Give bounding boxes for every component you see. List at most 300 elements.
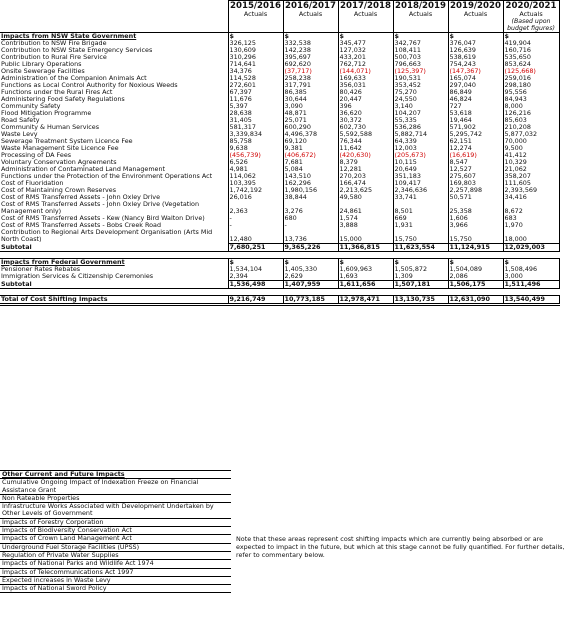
row-value: 10,115 (393, 159, 448, 166)
row-label: Cost of RMS Transferred Assets - Kew (Nancy Bird Walton Drive) (1, 215, 205, 222)
table-row (0, 117, 559, 124)
row-value: 109,417 (393, 180, 448, 187)
row-value: 258,238 (283, 75, 338, 82)
row-value: 103,395 (228, 180, 283, 187)
table-body (0, 1, 559, 305)
blank-cell (228, 18, 283, 33)
spacer-cell (283, 288, 338, 295)
row-value: 15,750 (448, 229, 503, 243)
row-value: 166,474 (338, 180, 393, 187)
table-row (0, 82, 559, 89)
row-value: 3,140 (393, 103, 448, 110)
row-value: 395,697 (283, 54, 338, 61)
row-value: 8,379 (338, 159, 393, 166)
year-heading: 2018/2019 (393, 1, 448, 12)
row-label: Processing of DA Fees (1, 152, 72, 159)
row-value: 602,730 (338, 124, 393, 131)
table-row (0, 68, 559, 75)
row-value: 36,620 (338, 110, 393, 117)
row-value: 28,638 (228, 110, 283, 117)
row-value: 12,480 (228, 229, 283, 243)
federal-title-row (0, 258, 559, 266)
row-value: 165,074 (448, 75, 503, 82)
table-row (0, 201, 559, 215)
row-value: 38,844 (283, 194, 338, 201)
row-value: 3,966 (448, 222, 503, 229)
table-row (0, 103, 559, 110)
row-value: 21,062 (503, 166, 559, 173)
row-value: 75,270 (393, 89, 448, 96)
row-label: Cost of Fluoridation (1, 180, 64, 187)
row-value: (456,739) (228, 152, 283, 159)
row-value: 714,641 (228, 61, 283, 68)
column-subheading: Actuals (338, 11, 393, 18)
row-value: 19,464 (448, 117, 503, 124)
column-subheading: Actuals (283, 11, 338, 18)
row-value: (205,673) (393, 152, 448, 159)
blank-cell (448, 18, 503, 33)
row-value: 162,296 (283, 180, 338, 187)
spacer-row (0, 251, 559, 258)
row-value: 33,741 (393, 194, 448, 201)
row-value: 69,120 (283, 138, 338, 145)
row-value: 169,803 (448, 180, 503, 187)
other-impact-item: Regulation of Private Water Supplies (0, 552, 231, 560)
other-impact-item: Infrastructure Works Associated with Development Undertaken by Other Levels of Government (0, 503, 231, 519)
row-value: 419,904 (503, 40, 559, 47)
row-value: 2,213,625 (338, 187, 393, 194)
row-value: 600,290 (283, 124, 338, 131)
row-value: 3,090 (283, 103, 338, 110)
table-row (0, 180, 559, 187)
row-value: 1,931 (393, 222, 448, 229)
table-row (0, 138, 559, 145)
row-value: 298,180 (503, 82, 559, 89)
year-heading: 2019/2020 (448, 1, 503, 12)
row-value: 5,877,032 (503, 131, 559, 138)
row-value: 86,849 (448, 89, 503, 96)
spacer-cell (0, 251, 228, 258)
row-value: 1,574 (338, 215, 393, 222)
row-value: 114,528 (228, 75, 283, 82)
subtotal-label: Subtotal (0, 280, 228, 288)
row-label: Administering Food Safety Regulations (1, 96, 125, 103)
budget-note: (Based upon budget figures) (503, 18, 559, 33)
row-label: Cost of RMS Transferred Assets - John Oxley Drive (Vegetation Management only) (1, 201, 200, 215)
row-value: 353,452 (393, 82, 448, 89)
row-value: 30,644 (283, 96, 338, 103)
other-impact-item: Expected increases in Waste Levy (0, 577, 231, 585)
row-value: 41,412 (503, 152, 559, 159)
row-value: 9,500 (503, 145, 559, 152)
column-subheading: Actuals (448, 11, 503, 18)
subtotal-value: 11,124,915 (448, 243, 503, 251)
blank-cell (338, 18, 393, 33)
row-value: 12,281 (338, 166, 393, 173)
row-value: 9,381 (283, 145, 338, 152)
row-value: 259,016 (503, 75, 559, 82)
spacer-cell (393, 251, 448, 258)
subtotal-value: 1,511,496 (503, 280, 559, 288)
row-value: 46,824 (448, 96, 503, 103)
table-row (0, 61, 559, 68)
row-label: Flood Mitigation Programme (1, 110, 92, 117)
table-row (0, 54, 559, 61)
subtotal-value: 1,407,959 (283, 280, 338, 288)
row-value: 24,550 (393, 96, 448, 103)
row-value: (125,668) (503, 68, 559, 75)
row-value: 345,477 (338, 40, 393, 47)
row-value: (125,397) (393, 68, 448, 75)
row-value: (406,672) (283, 152, 338, 159)
table-row (0, 215, 559, 222)
row-value: 24,861 (338, 201, 393, 215)
row-value: 84,943 (503, 96, 559, 103)
row-value: 34,376 (228, 68, 283, 75)
table-row (0, 110, 559, 117)
currency-symbol: $ (283, 258, 338, 266)
spacer-cell (283, 251, 338, 258)
row-value: 2,393,569 (503, 187, 559, 194)
row-value: 853,624 (503, 61, 559, 68)
row-value: 8,000 (503, 103, 559, 110)
row-value: 1,693 (338, 273, 393, 281)
subtotal-value: 9,365,226 (283, 243, 338, 251)
row-value: 210,208 (503, 124, 559, 131)
other-impact-item: Impacts of Biodiversity Conservation Act (0, 527, 231, 535)
table-row (0, 131, 559, 138)
row-label: Pensioner Rates Rebates (1, 265, 81, 273)
spacer-cell (503, 288, 559, 295)
other-impacts-list (0, 470, 231, 593)
year-header-row (0, 1, 559, 12)
row-value: 2,394 (228, 273, 283, 281)
row-value: 2,363 (228, 201, 283, 215)
row-value: 85,603 (503, 117, 559, 124)
row-value: 376,047 (448, 40, 503, 47)
row-value: - (228, 222, 283, 229)
row-label: Administration of Contaminated Land Management (1, 166, 166, 173)
spacer-cell (338, 251, 393, 258)
subtotal-value: 1,611,656 (338, 280, 393, 288)
row-value: 64,339 (393, 138, 448, 145)
other-impact-item: Impacts of Telecommunications Act 1997 (0, 569, 231, 577)
row-value: 1,508,496 (503, 266, 559, 273)
other-impact-item: Impacts of Crown Land Management Act (0, 535, 231, 543)
table-row (0, 266, 559, 273)
row-value: 15,000 (338, 229, 393, 243)
table-row (0, 75, 559, 82)
row-value: 50,571 (448, 194, 503, 201)
row-value: 76,344 (338, 138, 393, 145)
other-impact-item: Underground Fuel Storage Facilities (UPSS) (0, 544, 231, 552)
spacer-cell (448, 288, 503, 295)
row-value: 754,243 (448, 61, 503, 68)
row-value: 535,650 (503, 54, 559, 61)
year-heading: 2017/2018 (338, 1, 393, 12)
row-value: 275,607 (448, 173, 503, 180)
row-value: 310,296 (228, 54, 283, 61)
row-value: 1,609,963 (338, 266, 393, 273)
row-value: 49,580 (338, 194, 393, 201)
other-impacts-items (0, 479, 231, 593)
row-value: 5,592,588 (338, 131, 393, 138)
row-value: 297,040 (448, 82, 503, 89)
table-row (0, 159, 559, 166)
table-row (0, 173, 559, 180)
row-value: 683 (503, 215, 559, 222)
row-value: 1,405,330 (283, 266, 338, 273)
currency-symbol: $ (393, 258, 448, 266)
other-impacts-note: Note that these areas represent cost shifting impacts which are currently being absorbed or are expected to impact in the future, but which at this stage cannot be fully quantified. For further details, refer to commentary below. (236, 535, 565, 559)
row-value: 3,339,834 (228, 131, 283, 138)
cost-shifting-table (0, 0, 560, 306)
note-row (0, 18, 559, 33)
row-value: 1,970 (503, 222, 559, 229)
row-value: 358,207 (503, 173, 559, 180)
row-value: - (283, 222, 338, 229)
row-value: (144,071) (338, 68, 393, 75)
row-value: 5,397 (228, 103, 283, 110)
row-value: 727 (448, 103, 503, 110)
row-value: 3,888 (338, 222, 393, 229)
row-value: 342,767 (393, 40, 448, 47)
total-value: 13,540,499 (503, 295, 559, 304)
spacer-cell (503, 251, 559, 258)
row-value: 12,527 (448, 166, 503, 173)
table-row (0, 152, 559, 159)
table-row (0, 89, 559, 96)
currency-symbol: $ (503, 33, 559, 41)
row-label: Contribution to Regional Arts Development Organisation (Arts Mid North Coast) (1, 229, 213, 243)
subtotal-value: 11,366,815 (338, 243, 393, 251)
row-value: 3,000 (503, 273, 559, 281)
subtotal-value: 1,536,498 (228, 280, 283, 288)
row-value: 31,405 (228, 117, 283, 124)
row-value: 1,742,192 (228, 187, 283, 194)
row-label: Administration of the Companion Animals Act (1, 75, 147, 82)
table-row (0, 229, 559, 243)
row-value: 351,183 (393, 173, 448, 180)
other-impact-item: Cumulative Ongoing Impact of Indexation Freeze on Financial Assistance Grant (0, 479, 231, 495)
other-impact-item: Impacts of National Sword Policy (0, 585, 231, 593)
subtotal-value: 1,506,175 (448, 280, 503, 288)
row-value: 15,750 (393, 229, 448, 243)
row-label: Community Safety (1, 103, 61, 110)
row-label: Immigration Services & Citizenship Ceremonies (1, 272, 154, 280)
total-value: 10,773,185 (283, 295, 338, 304)
row-value: 272,601 (228, 82, 283, 89)
row-value: 130,609 (228, 47, 283, 54)
table-row (0, 273, 559, 281)
row-value: 86,385 (283, 89, 338, 96)
row-label: Functions as Local Control Authority for Noxious Weeds (1, 82, 178, 89)
subtotal-value: 12,029,003 (503, 243, 559, 251)
row-value: 114,062 (228, 173, 283, 180)
spacer-cell (338, 288, 393, 295)
column-subheading: Actuals (228, 11, 283, 18)
row-value: 538,619 (448, 54, 503, 61)
row-value: 12,274 (448, 145, 503, 152)
subtotal-value: 11,623,554 (393, 243, 448, 251)
row-value: 11,642 (338, 145, 393, 152)
row-value: 25,071 (283, 117, 338, 124)
row-label: Contribution to NSW Fire Brigade (1, 40, 107, 47)
row-value: 796,663 (393, 61, 448, 68)
row-value: 34,416 (503, 194, 559, 201)
row-value: 5,084 (283, 166, 338, 173)
subtotal-value: 1,507,181 (393, 280, 448, 288)
row-value: 2,086 (448, 273, 503, 281)
spacer-cell (228, 251, 283, 258)
currency-symbol: $ (448, 33, 503, 41)
currency-symbol: $ (503, 258, 559, 266)
blank-cell (283, 18, 338, 33)
header-spacer (0, 18, 228, 33)
currency-symbol: $ (338, 258, 393, 266)
table-row (0, 40, 559, 47)
federal-subtotal-row (0, 280, 559, 288)
table-row (0, 47, 559, 54)
total-value: 9,216,749 (228, 295, 283, 304)
row-value: 169,633 (338, 75, 393, 82)
row-value: 1,606 (448, 215, 503, 222)
row-value: 11,676 (228, 96, 283, 103)
sub-header-row (0, 11, 559, 18)
row-value: 762,712 (338, 61, 393, 68)
total-value: 13,130,735 (393, 295, 448, 304)
nsw-title-row (0, 33, 559, 41)
other-impacts-title: Other Current and Future Impacts (0, 470, 231, 479)
nsw-section-title: Impacts from NSW State Government (0, 33, 228, 41)
row-value: 332,538 (283, 40, 338, 47)
row-value: 13,736 (283, 229, 338, 243)
row-value: 326,125 (228, 40, 283, 47)
row-value: 1,505,872 (393, 266, 448, 273)
row-value: 67,397 (228, 89, 283, 96)
row-value: 111,605 (503, 180, 559, 187)
spacer-row (0, 288, 559, 295)
row-value: 25,358 (448, 201, 503, 215)
table-row (0, 187, 559, 194)
table-row (0, 145, 559, 152)
row-value: 9,638 (228, 145, 283, 152)
row-label: Voluntary Conservation Agreements (1, 159, 117, 166)
subtotal-label: Subtotal (0, 243, 228, 251)
blank-cell (393, 18, 448, 33)
row-value: 48,871 (283, 110, 338, 117)
row-value: 4,496,378 (283, 131, 338, 138)
spacer-cell (0, 288, 228, 295)
row-value: 1,534,104 (228, 266, 283, 273)
row-value: 126,639 (448, 47, 503, 54)
row-label: Onsite Sewerage Facilities (1, 68, 85, 75)
currency-symbol: $ (448, 258, 503, 266)
row-value: (420,630) (338, 152, 393, 159)
column-subheading: Actuals (503, 11, 559, 18)
row-value: 3,276 (283, 201, 338, 215)
row-value: 433,201 (338, 54, 393, 61)
row-value: 2,629 (283, 273, 338, 281)
row-value: 143,510 (283, 173, 338, 180)
row-value: 12,003 (393, 145, 448, 152)
row-value: 8,501 (393, 201, 448, 215)
row-value: 5,295,742 (448, 131, 503, 138)
row-value: 581,317 (228, 124, 283, 131)
row-value: 62,151 (448, 138, 503, 145)
row-label: Waste Levy (1, 131, 38, 138)
row-value: 160,716 (503, 47, 559, 54)
row-value: 70,000 (503, 138, 559, 145)
row-value: 8,672 (503, 201, 559, 215)
currency-symbol: $ (338, 33, 393, 41)
row-label: Contribution to NSW State Emergency Services (1, 47, 153, 54)
other-impact-item: Impacts of National Parks and Wildlife Act 1974 (0, 560, 231, 568)
row-value: 1,504,089 (448, 266, 503, 273)
row-value: 5,882,714 (393, 131, 448, 138)
row-value: 80,426 (338, 89, 393, 96)
header-spacer (0, 1, 228, 12)
table-row (0, 166, 559, 173)
row-value: 85,758 (228, 138, 283, 145)
currency-symbol: $ (228, 258, 283, 266)
federal-section-title: Impacts from Federal Government (0, 258, 228, 266)
row-value: 6,526 (228, 159, 283, 166)
row-value: 1,980,156 (283, 187, 338, 194)
row-label: Functions under the Protection of the Environment Operations Act (1, 173, 213, 180)
row-value: 30,372 (338, 117, 393, 124)
row-value: 1,309 (393, 273, 448, 281)
row-value: 53,618 (448, 110, 503, 117)
total-value: 12,631,090 (448, 295, 503, 304)
spacer-cell (448, 251, 503, 258)
row-label: Cost of RMS Transferred Assets - Bobs Creek Road (1, 222, 162, 229)
row-value: - (228, 215, 283, 222)
row-value: 317,791 (283, 82, 338, 89)
row-label: Cost of RMS Transferred Assets - John Oxley Drive (1, 194, 161, 201)
row-label: Functions under the Rural Fires Act (1, 89, 113, 96)
row-value: 4,981 (228, 166, 283, 173)
row-label: Sewerage Treatment System Licence Fee (1, 138, 133, 145)
row-value: 536,286 (393, 124, 448, 131)
row-label: Waste Management Site Licence Fee (1, 145, 119, 152)
header-spacer (0, 11, 228, 18)
row-value: 18,000 (503, 229, 559, 243)
other-impact-item: Impacts of Forestry Corporation (0, 519, 231, 527)
row-value: 2,346,636 (393, 187, 448, 194)
spacer-cell (393, 288, 448, 295)
row-value: 396 (338, 103, 393, 110)
row-value: 680 (283, 215, 338, 222)
row-value: 20,447 (338, 96, 393, 103)
row-value: 571,902 (448, 124, 503, 131)
year-heading: 2020/2021 (503, 1, 559, 12)
total-value: 12,978,471 (338, 295, 393, 304)
row-value: 126,216 (503, 110, 559, 117)
total-label: Total of Cost Shifting Impacts (0, 295, 228, 304)
row-value: 669 (393, 215, 448, 222)
row-value: 8,547 (448, 159, 503, 166)
total-row (0, 295, 559, 304)
row-value: 2,257,898 (448, 187, 503, 194)
row-value: (147,367) (448, 68, 503, 75)
row-value: 104,207 (393, 110, 448, 117)
row-value: 7,681 (283, 159, 338, 166)
nsw-subtotal-row (0, 243, 559, 251)
row-value: 20,649 (393, 166, 448, 173)
row-value: (37,717) (283, 68, 338, 75)
table-row (0, 194, 559, 201)
